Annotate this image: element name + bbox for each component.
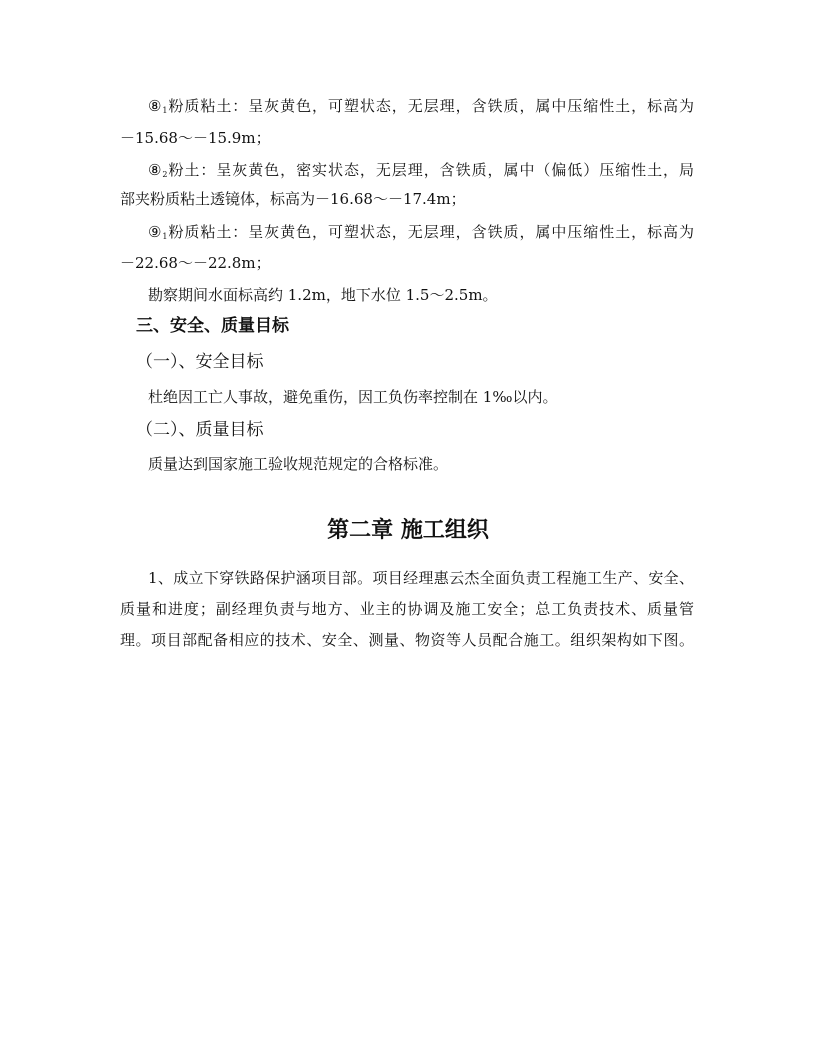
soil-layer-9-1-line1: $⑨_1$粉质粘土：呈灰黄色，可塑状态，无层理，含铁质，属中压缩性土，标高为 <box>148 223 694 241</box>
safety-goal-text: 杜绝因工亡人事故，避免重伤，因工负伤率控制在 1‰以内。 <box>148 388 558 406</box>
chapter-2-para-line2: 质量和进度；副经理负责与地方、业主的协调及施工安全；总工负责技术、质量管 <box>120 600 694 618</box>
quality-goal-heading: （二）、质量目标 <box>136 420 264 440</box>
chapter-2-title: 第二章 施工组织 <box>327 518 489 543</box>
quality-goal-text: 质量达到国家施工验收规范规定的合格标准。 <box>148 455 449 473</box>
chapter-2-para-line1: 1、成立下穿铁路保护涵项目部。项目经理惠云杰全面负责工程施工生产、安全、 <box>148 569 694 587</box>
safety-goal-heading: （一）、安全目标 <box>136 352 264 372</box>
soil-layer-8-2-line2: 部夹粉质粘土透镜体，标高为－16.68～－17.4m； <box>120 190 466 208</box>
soil-layer-8-2-line1: $⑧_2$粉土：呈灰黄色，密实状态，无层理，含铁质，属中（偏低）压缩性土，局 <box>148 161 694 179</box>
soil-layer-9-1-line2: －22.68～－22.8m； <box>120 254 271 272</box>
chapter-2-para-line3: 理。项目部配备相应的技术、安全、测量、物资等人员配合施工。组织架构如下图。 <box>120 631 694 649</box>
soil-layer-8-1-line2: －15.68～－15.9m； <box>120 129 271 147</box>
water-level-text: 勘察期间水面标高约 1.2m，地下水位 1.5～2.5m。 <box>148 286 498 304</box>
section-3-heading: 三、安全、质量目标 <box>136 316 289 336</box>
soil-layer-8-1-line1: $⑧_1$粉质粘土：呈灰黄色，可塑状态，无层理，含铁质，属中压缩性土，标高为 <box>148 97 694 115</box>
